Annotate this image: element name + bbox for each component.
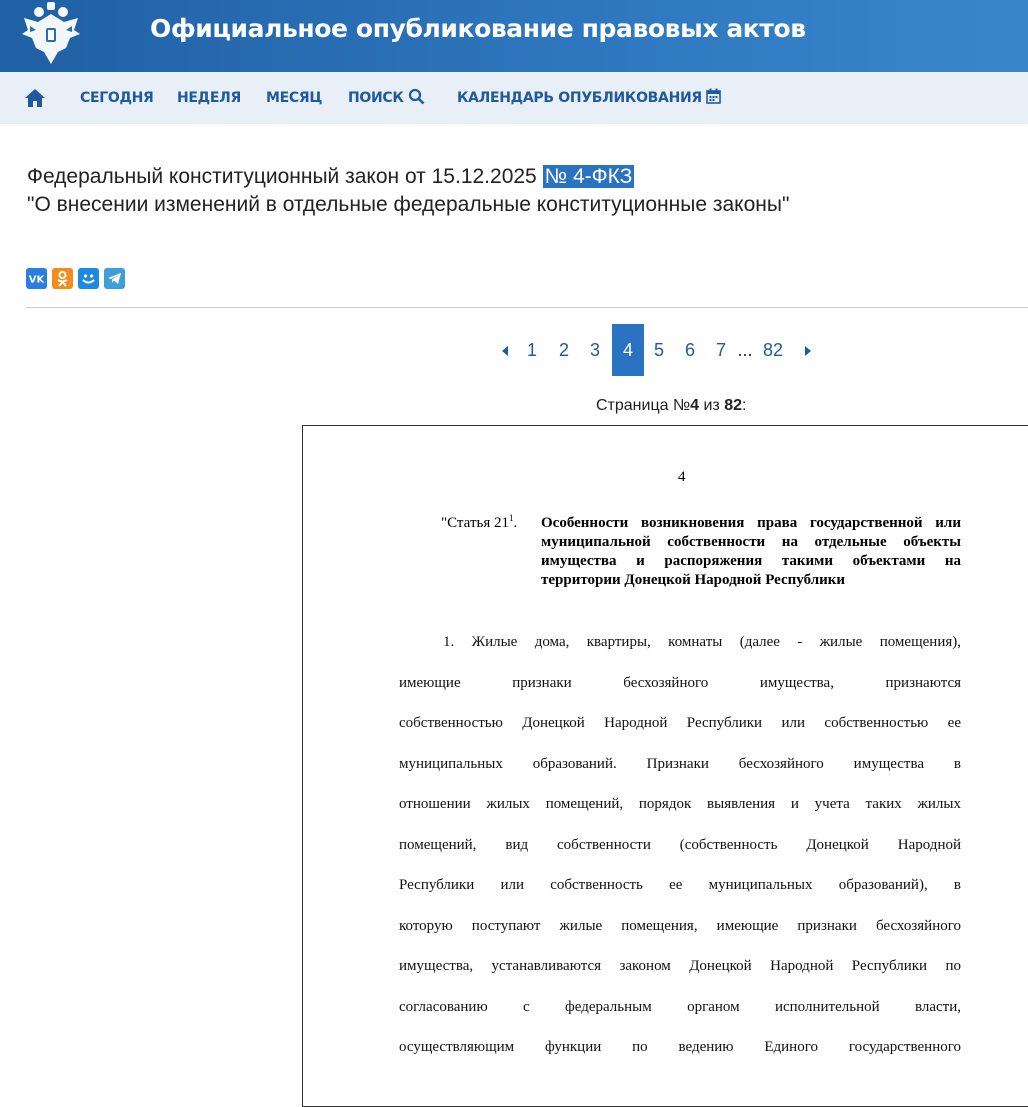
paragraph-line: муниципальных образований. Признаки бесхозяйного имущества в [399,756,961,772]
ok-share-button[interactable] [52,268,73,289]
document-number: № 4-ФКЗ [544,165,633,188]
nav-month[interactable]: МЕСЯЦ [266,90,323,106]
prev-page-icon [500,345,510,357]
document-title-prefix: Федеральный конституционный закон от 15.12.2025 [27,165,537,188]
page-info-prefix: Страница № [596,397,691,414]
search-icon [408,88,425,105]
telegram-share-button[interactable] [104,268,125,289]
odnoklassniki-icon [52,268,73,289]
page-link[interactable]: 1 [526,340,537,360]
vk-icon-text: VK [28,274,45,286]
coat-of-arms-icon[interactable] [16,0,86,70]
next-page-button[interactable] [797,324,819,376]
paragraph-line: Республики или собственность ее муниципальных образований), в [399,877,961,893]
telegram-icon [104,268,125,289]
page-link[interactable]: 2 [558,340,569,360]
vk-share-button[interactable] [26,268,47,289]
nav-search[interactable] [348,72,425,124]
nav-calendar[interactable] [457,72,721,124]
page-link[interactable]: 5 [653,340,664,360]
site-title[interactable]: Официальное опубликование правовых актов [150,14,806,43]
article-heading: Особенности возникновения права государственной или муниципальной собственности на отдельные объекты имущества и распоряжения такими объектами на территории Донецкой Народной Республики [541,515,961,588]
page-link-current[interactable]: 4 [612,324,644,376]
site-header [0,0,1028,72]
paragraph-line: помещений, вид собственности (собственность Донецкой Народной [399,837,961,853]
paragraph-line: согласованию с федеральным органом исполнительной власти, [399,999,961,1015]
paragraph-line: осуществляющим функции по ведению Единого государственного [399,1039,961,1055]
divider [26,307,1028,308]
nav-today[interactable]: СЕГОДНЯ [80,90,154,106]
document-title [27,163,789,219]
paragraph-line: которую поступают жилые помещения, имеющие признаки бесхозяйного [399,918,961,934]
next-page-icon [803,345,813,357]
document-subtitle: "О внесении изменений в отдельные федеральные конституционные законы" [27,193,790,216]
article-label-sup: 1 [508,513,514,523]
calendar-icon [706,88,721,104]
nav-calendar-label: КАЛЕНДАРЬ ОПУБЛИКОВАНИЯ [457,90,702,106]
paragraph-line: 1. Жилые дома, квартиры, комнаты (далее - жилые помещения), [443,634,961,650]
prev-page-button[interactable] [494,324,516,376]
moimir-icon [78,268,99,289]
page-number: 4 [678,469,686,485]
vk-icon [26,268,47,289]
page-link[interactable]: 7 [715,340,726,360]
paragraph-line: отношении жилых помещений, порядок выявления и учета таких жилых [399,796,961,812]
page-link-last[interactable]: 82 [762,340,784,360]
nav-search-label: ПОИСК [348,90,404,106]
page-info-suffix: : [742,397,747,414]
paragraph-line: имущества, устанавливаются законом Донецкой Народной Республики по [399,958,961,974]
page-info-total: 82 [724,397,742,414]
moimir-share-button[interactable] [78,268,99,289]
paragraph-line: собственностью Донецкой Народной Республики или собственностью ее [399,715,961,731]
page-info-middle: из [699,397,725,414]
document-page-viewer[interactable] [302,425,1028,1107]
article-label-text: "Статья 21 [441,515,509,531]
page-link[interactable]: 3 [589,340,600,360]
article-label [441,513,517,532]
page-link[interactable]: 6 [684,340,695,360]
nav-week[interactable]: НЕДЕЛЯ [177,90,241,106]
paragraph-line: имеющие признаки бесхозяйного имущества, признаются [399,675,961,691]
home-icon[interactable] [24,88,46,108]
page-ellipsis: ... [737,340,753,360]
page-info-current: 4 [690,397,700,414]
article-label-end: . [513,515,518,531]
